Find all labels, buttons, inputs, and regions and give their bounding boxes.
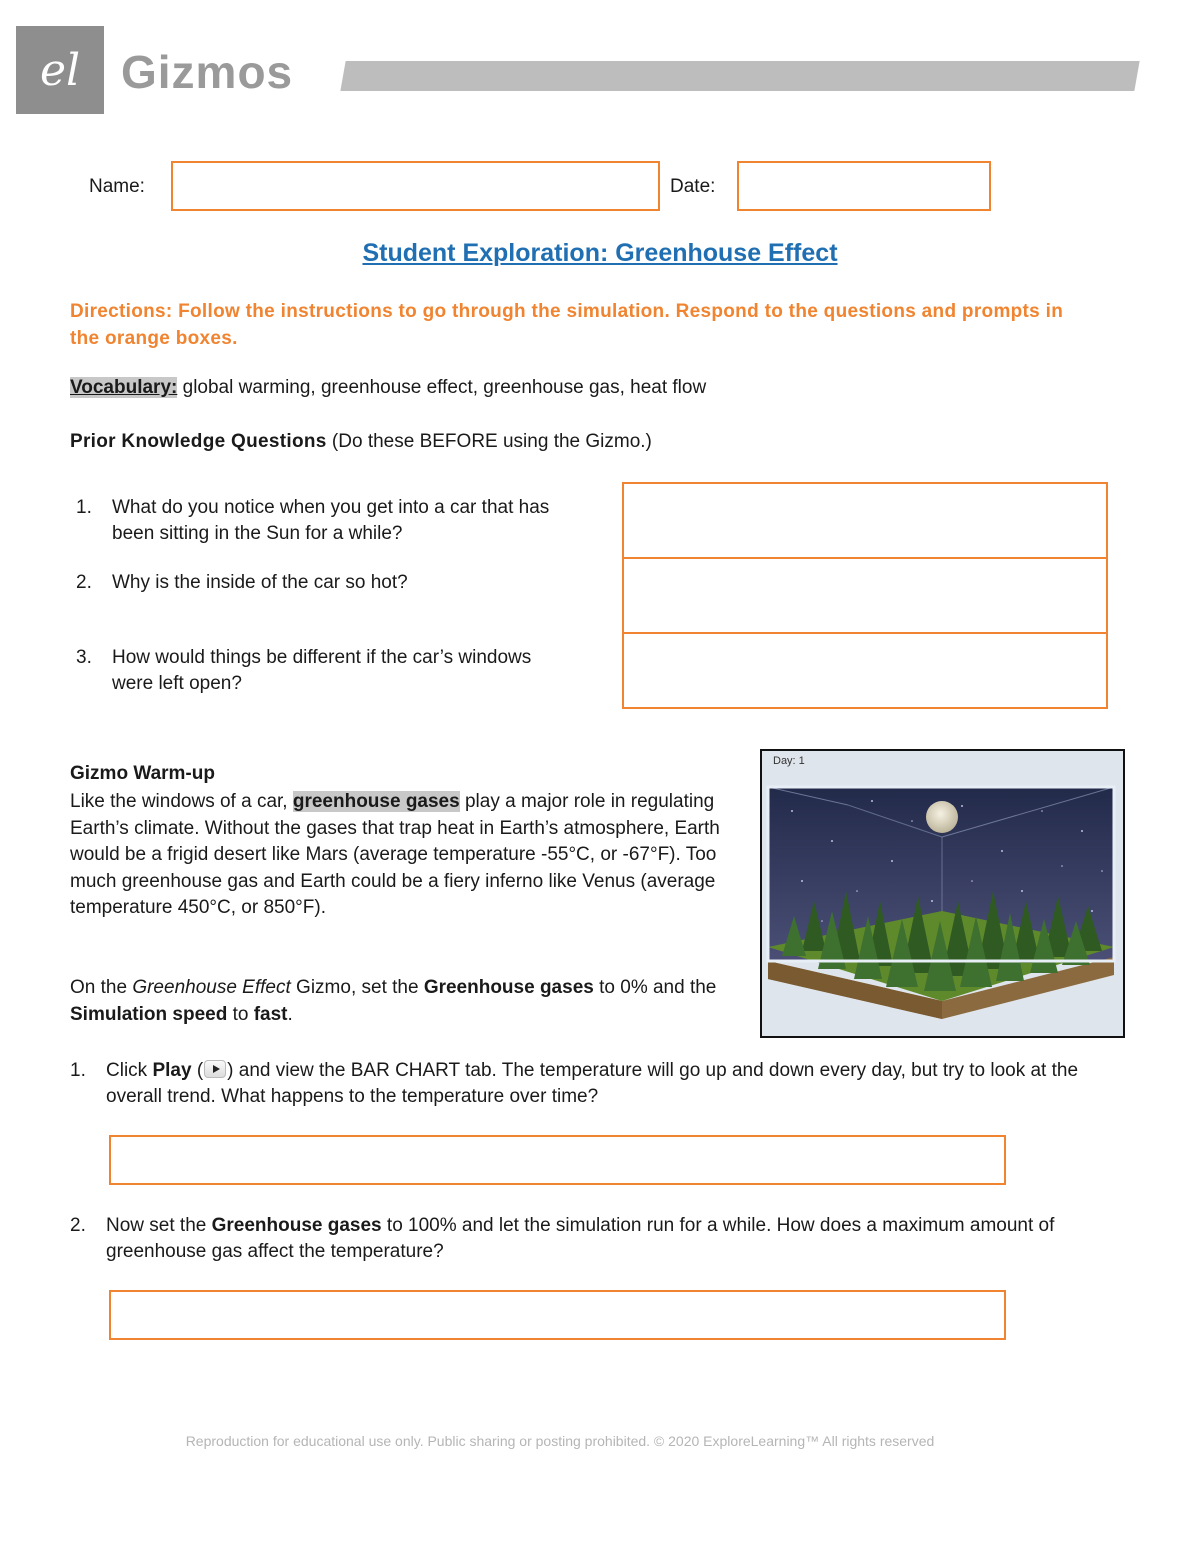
day-label: Day: 1 bbox=[773, 755, 805, 767]
text-run: Click bbox=[106, 1060, 153, 1081]
text-run: Now set the bbox=[106, 1215, 212, 1236]
greenhouse-scene bbox=[762, 751, 1122, 1035]
text-run: to bbox=[227, 1004, 254, 1025]
answer-box-prior-2[interactable] bbox=[622, 557, 1108, 634]
vocabulary bbox=[70, 377, 706, 399]
text-run: On the bbox=[70, 977, 133, 998]
text-run: to 0% and the bbox=[593, 977, 717, 998]
warmup-heading: Gizmo Warm-up bbox=[70, 763, 215, 784]
logo-glyph: el bbox=[39, 44, 81, 96]
answer-box-activity-1[interactable] bbox=[109, 1135, 1006, 1185]
question-line: Why is the inside of the car so hot? bbox=[112, 572, 408, 593]
vocab-highlight: greenhouse gases bbox=[292, 791, 460, 812]
answer-box-activity-2[interactable] bbox=[109, 1290, 1006, 1340]
play-label: Play bbox=[152, 1060, 192, 1081]
setting-value: fast bbox=[253, 1004, 288, 1025]
text-run: ( bbox=[191, 1060, 204, 1081]
date-label: Date: bbox=[670, 176, 716, 197]
prior-note: (Do these BEFORE using the Gizmo.) bbox=[326, 431, 652, 452]
gizmo-setup-paragraph bbox=[70, 974, 730, 1028]
text-run: play a major role in regulating Earth’s climate. Without the gases that trap heat in Earth’s atmosphere, Earth would be a frigid desert like Mars (average temperature -55°C, or -67°F). Too much greenhouse gas and Earth could be a fiery inferno like Venus (average temperature 450°C, or 850°F). bbox=[70, 791, 720, 919]
text-run: Like the windows of a car, bbox=[70, 791, 293, 812]
setting-name: Simulation speed bbox=[70, 1004, 228, 1025]
header-bar bbox=[340, 61, 1139, 91]
warmup-paragraph bbox=[70, 789, 720, 922]
question-text bbox=[112, 495, 549, 547]
text-run: ) and view the BAR CHART tab. The temperature will go up and down every day, but try to look at the overall trend. What happens to the temperature over time? bbox=[106, 1060, 1079, 1107]
vocabulary-text: global warming, greenhouse effect, greenhouse gas, heat flow bbox=[177, 377, 707, 398]
question-text bbox=[106, 1058, 1116, 1110]
setting-name: Greenhouse gases bbox=[423, 977, 594, 998]
text-run: . bbox=[287, 1004, 293, 1025]
footer-copyright: Reproduction for educational use only. Public sharing or posting prohibited. © 2020 ExploreLearning™ All rights reserved bbox=[185, 1433, 935, 1449]
explorelearning-logo bbox=[16, 26, 104, 114]
answer-box-prior-3[interactable] bbox=[622, 632, 1108, 709]
name-field[interactable] bbox=[171, 161, 660, 211]
gizmo-name: Greenhouse Effect bbox=[132, 977, 291, 998]
question-number: 1. bbox=[70, 1060, 86, 1081]
simulation-screenshot bbox=[760, 749, 1125, 1038]
prior-knowledge-heading bbox=[70, 431, 652, 453]
name-label: Name: bbox=[89, 176, 145, 197]
question-text bbox=[112, 645, 531, 697]
question-line: were left open? bbox=[112, 673, 242, 694]
question-line: How would things be different if the car’s windows bbox=[112, 647, 532, 668]
text-run: to 100% and let the simulation run for a while. How does a maximum amount of greenhouse gas affect the temperature? bbox=[106, 1215, 1055, 1262]
setting-name: Greenhouse gases bbox=[211, 1215, 382, 1236]
question-number: 1. bbox=[76, 497, 92, 518]
date-field[interactable] bbox=[737, 161, 991, 211]
page-title: Student Exploration: Greenhouse Effect bbox=[362, 239, 838, 267]
question-number: 3. bbox=[76, 647, 92, 668]
question-line: What do you notice when you get into a car that has bbox=[112, 497, 550, 518]
brand-name: Gizmos bbox=[121, 46, 294, 98]
vocabulary-label: Vocabulary: bbox=[70, 377, 178, 398]
question-line: been sitting in the Sun for a while? bbox=[112, 523, 403, 544]
text-run: Gizmo, set the bbox=[290, 977, 424, 998]
play-button-icon bbox=[204, 1060, 226, 1078]
question-text bbox=[106, 1213, 1116, 1265]
prior-label: Prior Knowledge Questions bbox=[70, 431, 327, 452]
moon bbox=[926, 801, 958, 833]
question-number: 2. bbox=[70, 1215, 86, 1236]
directions: Directions: Follow the instructions to go through the simulation. Respond to the questions and prompts in the orange boxes. bbox=[70, 301, 1064, 349]
question-number: 2. bbox=[76, 572, 92, 593]
answer-box-prior-1[interactable] bbox=[622, 482, 1108, 559]
question-text bbox=[112, 570, 408, 596]
